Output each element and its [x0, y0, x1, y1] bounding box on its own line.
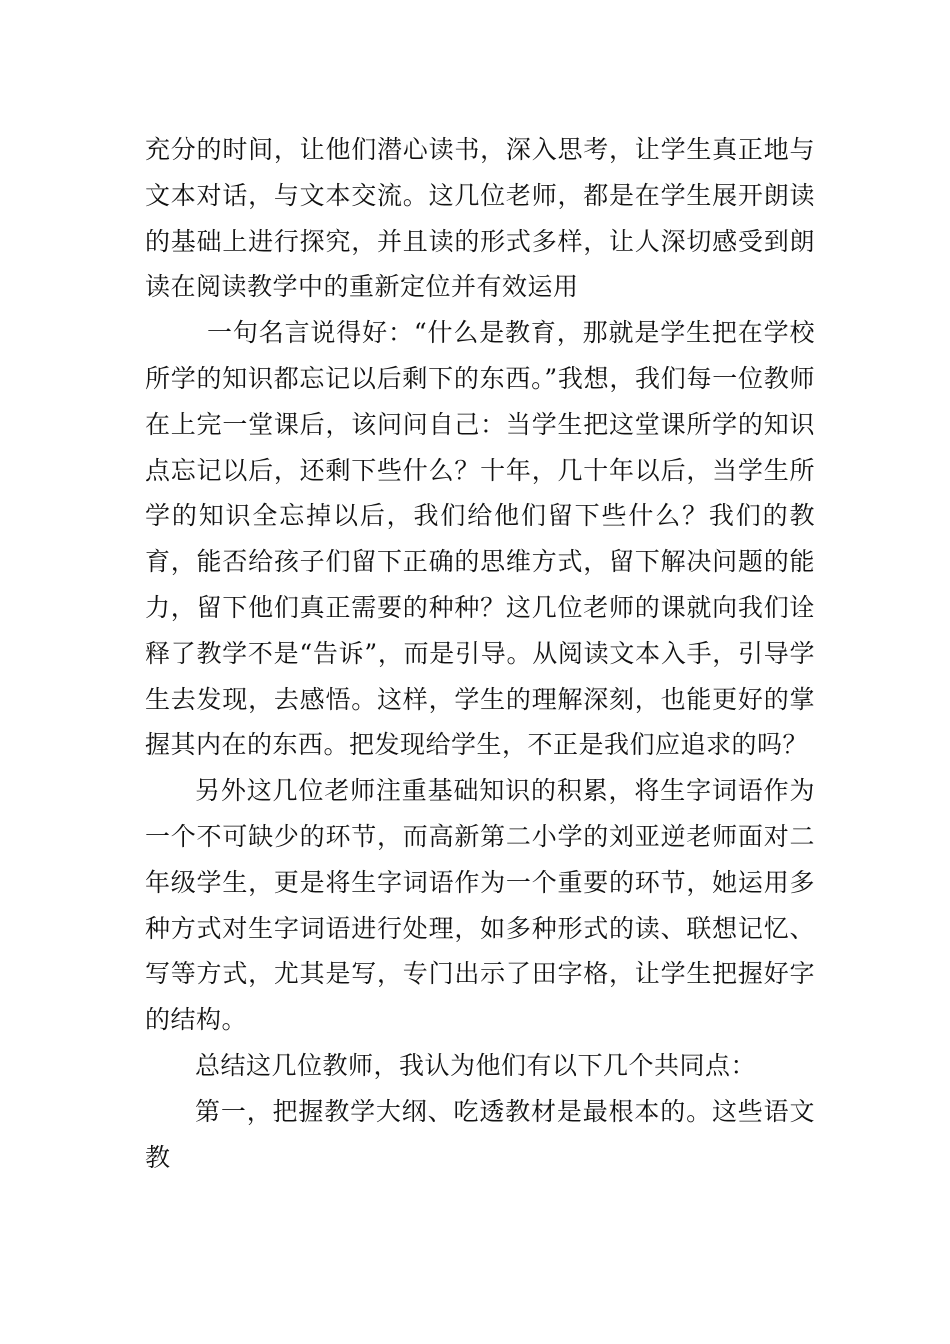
paragraph-reading-time: 充分的时间，让他们潜心读书，深入思考，让学生真正地与文本对话，与文本交流。这几位老师，都是在学生展开朗读的基础上进行探究，并且读的形式多样，让人深切感受到朗读在阅读教学中的重新定位并有效运用: [145, 135, 815, 302]
paragraph-basic-knowledge: 另外这几位老师注重基础知识的积累，将生字词语作为一个不可缺少的环节，而高新第二小学的刘亚逆老师面对二年级学生，更是将生字词语作为一个重要的环节，她运用多种方式对生字词语进行处理，如多种形式的读、联想记忆、写等方式，尤其是写，专门出示了田字格，让学生把握好字的结构。: [145, 776, 815, 1035]
document-body: [145, 127, 815, 1180]
paragraph-famous-quote: 一句名言说得好：“什么是教育，那就是学生把在学校所学的知识都忘记以后剩下的东西。”我想，我们每一位教师在上完一堂课后，该问问自己：当学生把这堂课所学的知识点忘记以后，还剩下些什么？十年，几十年以后，当学生所学的知识全忘掉以后，我们给他们留下些什么？我们的教育，能否给孩子们留下正确的思维方式，留下解决问题的能力，留下他们真正需要的种种？这几位老师的课就向我们诠释了教学不是“告诉”，而是引导。从阅读文本入手，引导学生去发现，去感悟。这样，学生的理解深刻，也能更好的掌握其内在的东西。把发现给学生，不正是我们应追求的吗？: [145, 318, 815, 760]
paragraph-summary-intro: 总结这几位教师，我认为他们有以下几个共同点：: [195, 1050, 757, 1080]
paragraph-point-one: 第一，把握教学大纲、吃透教材是最根本的。这些语文教: [145, 1096, 815, 1172]
